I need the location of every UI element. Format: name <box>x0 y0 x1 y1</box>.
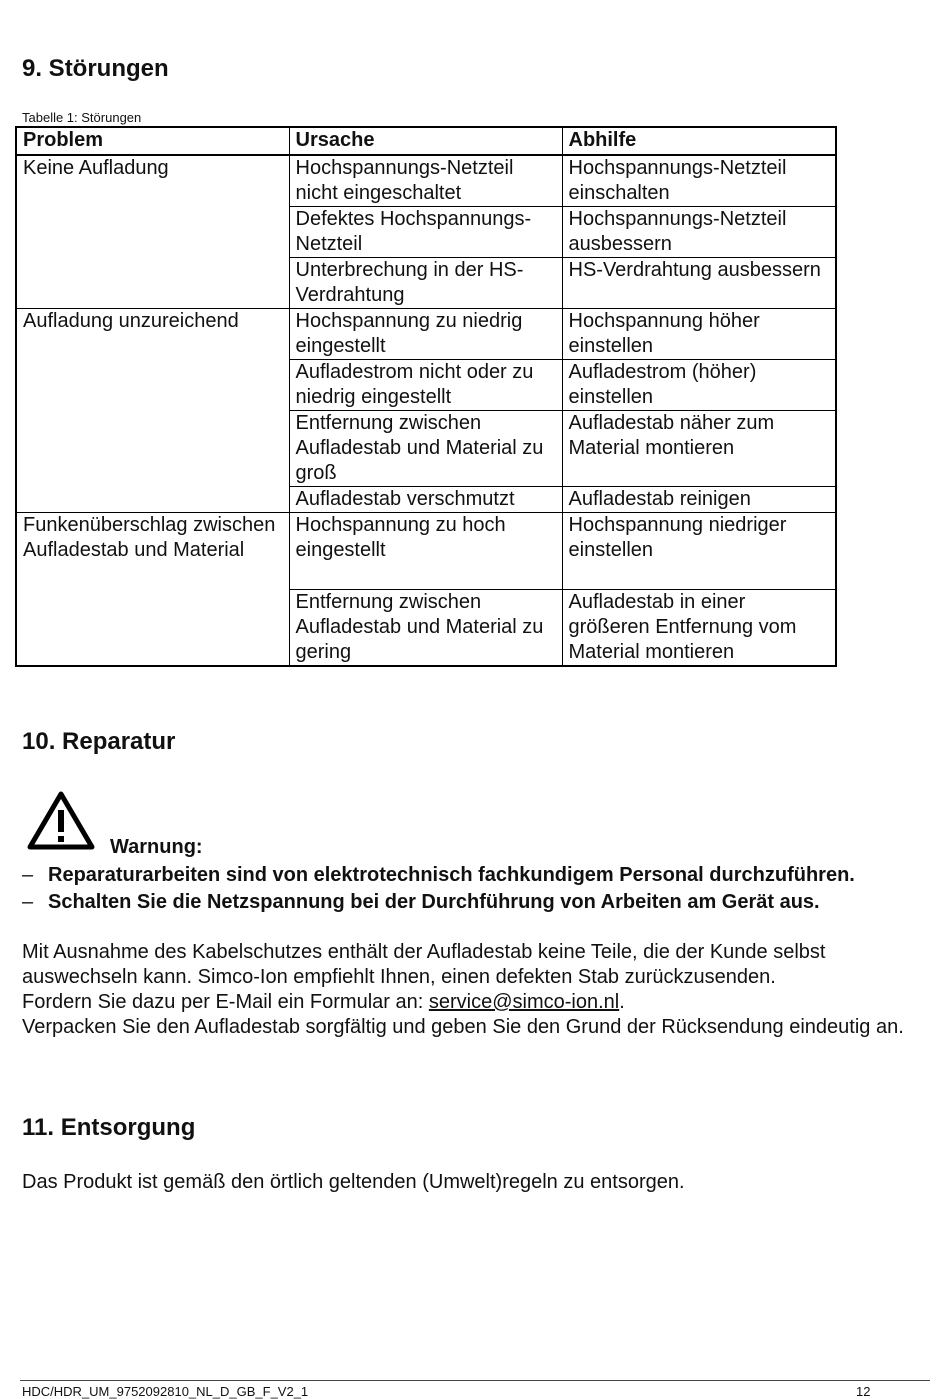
section-title-repair: 10. Reparatur <box>22 728 176 755</box>
bullet-dash: – <box>22 864 34 886</box>
table-header-row <box>16 127 836 155</box>
warning-triangle-icon <box>26 790 96 852</box>
list-item <box>22 862 855 889</box>
section-title-disposal: 11. Entsorgung <box>22 1114 196 1141</box>
remedy-cell: Hochspannungs-Netzteil ausbessern <box>562 207 836 258</box>
remedy-cell: Hochspannung höher einstellen <box>562 309 836 360</box>
cause-cell: Hochspannung zu niedrig eingestellt <box>289 309 562 360</box>
cause-cell: Hochspannung zu hoch eingestellt <box>289 513 562 590</box>
remedy-cell: Hochspannungs-Netzteil einschalten <box>562 155 836 207</box>
warning-bullet-text: Reparaturarbeiten sind von elektrotechnisch fachkundigem Personal durchzuführen. <box>48 864 855 886</box>
cause-cell: Unterbrechung in der HS-Verdrahtung <box>289 258 562 309</box>
header-remedy: Abhilfe <box>562 127 836 155</box>
footer-doc-id: HDC/HDR_UM_9752092810_NL_D_GB_F_V2_1 <box>22 1384 309 1399</box>
remedy-cell: Aufladestab näher zum Material montieren <box>562 411 836 487</box>
email-link[interactable]: service@simco-ion.nl <box>428 991 620 1013</box>
footer-page-number: 12 <box>856 1384 871 1399</box>
section-title-faults: 9. Störungen <box>22 55 169 82</box>
bullet-dash: – <box>22 891 34 913</box>
table-caption: Tabelle 1: Störungen <box>22 110 142 125</box>
repair-email-suffix: . <box>619 991 625 1013</box>
cause-cell: Aufladestrom nicht oder zu niedrig eingestellt <box>289 360 562 411</box>
header-cause: Ursache <box>289 127 562 155</box>
table-row <box>16 309 836 360</box>
cause-cell: Defektes Hochspannungs-Netzteil <box>289 207 562 258</box>
repair-paragraph <box>22 940 922 1040</box>
footer-divider <box>20 1380 930 1381</box>
disposal-paragraph: Das Produkt ist gemäß den örtlich geltenden (Umwelt)regeln zu entsorgen. <box>22 1171 685 1193</box>
repair-text-line: Mit Ausnahme des Kabelschutzes enthält der Aufladestab keine Teile, die der Kunde selbst auswechseln kann. Simco-Ion empfiehlt Ihnen, einen defekten Stab zurückzusenden. <box>22 941 826 988</box>
warning-bullet-text: Schalten Sie die Netzspannung bei der Durchführung von Arbeiten am Gerät aus. <box>48 891 820 913</box>
cause-cell: Entfernung zwischen Aufladestab und Material zu groß <box>289 411 562 487</box>
problem-cell: Aufladung unzureichend <box>16 309 289 513</box>
remedy-cell: Hochspannung niedriger einstellen <box>562 513 836 590</box>
remedy-cell: Aufladestab in einer größeren Entfernung vom Material montieren <box>562 590 836 667</box>
warning-label: Warnung: <box>110 836 203 858</box>
remedy-cell: HS-Verdrahtung ausbessern <box>562 258 836 309</box>
remedy-cell: Aufladestab reinigen <box>562 487 836 513</box>
repair-email-prefix: Fordern Sie dazu per E-Mail ein Formular an: <box>22 991 429 1013</box>
table-row <box>16 513 836 590</box>
cause-cell: Entfernung zwischen Aufladestab und Material zu gering <box>289 590 562 667</box>
header-problem: Problem <box>16 127 289 155</box>
table-row <box>16 155 836 207</box>
cause-cell: Aufladestab verschmutzt <box>289 487 562 513</box>
cause-cell: Hochspannungs-Netzteil nicht eingeschaltet <box>289 155 562 207</box>
problem-cell: Keine Aufladung <box>16 155 289 309</box>
problem-cell: Funkenüberschlag zwischen Aufladestab und Material <box>16 513 289 667</box>
repair-text-line: Verpacken Sie den Aufladestab sorgfältig und geben Sie den Grund der Rücksendung eindeutig an. <box>22 1016 904 1038</box>
warning-list <box>22 862 855 916</box>
remedy-cell: Aufladestrom (höher) einstellen <box>562 360 836 411</box>
repair-email-line <box>22 990 922 1015</box>
faults-table <box>15 126 837 667</box>
list-item <box>22 889 855 916</box>
